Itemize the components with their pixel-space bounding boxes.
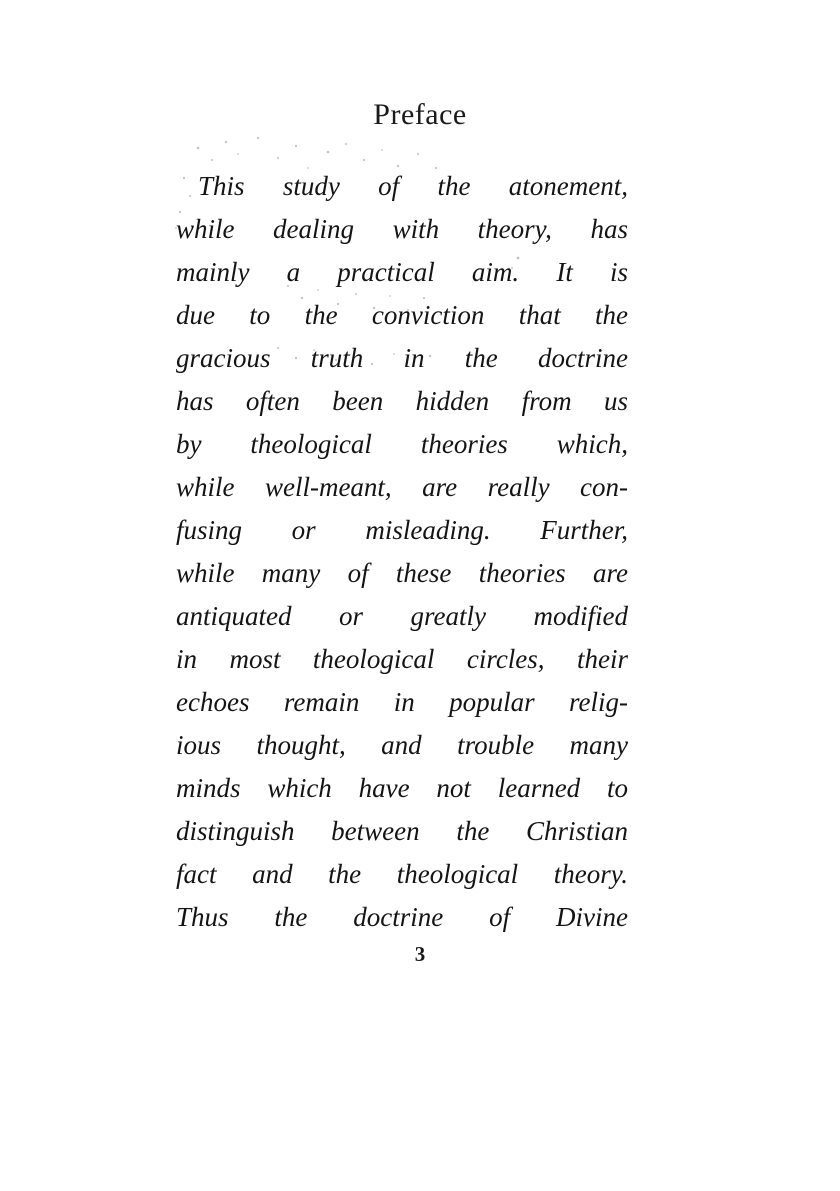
text-line: in most theological circles, their — [176, 644, 628, 674]
text-line: while dealing with theory, has — [176, 214, 628, 244]
text-line: antiquated or greatly modified — [176, 601, 628, 631]
page-number: 3 — [414, 942, 426, 966]
text-line: echoes remain in popular relig- — [176, 687, 628, 717]
text-line: distinguish between the Christian — [176, 816, 628, 846]
text-line: gracious truth in the doctrine — [176, 343, 628, 373]
body-text — [176, 165, 628, 939]
text-line: while well-meant, are really con- — [176, 472, 628, 502]
text-line: due to the conviction that the — [176, 300, 628, 330]
text-line: minds which have not learned to — [176, 773, 628, 803]
text-line: ious thought, and trouble many — [176, 730, 628, 760]
text-line: fact and the theological theory. — [176, 859, 628, 889]
text-line: Thus the doctrine of Divine — [176, 902, 628, 932]
text-line: has often been hidden from us — [176, 386, 628, 416]
text-line: by theological theories which, — [176, 429, 628, 459]
text-line: while many of these theories are — [176, 558, 628, 588]
text-line: This study of the atonement, — [198, 171, 628, 201]
text-line: fusing or misleading. Further, — [176, 515, 628, 545]
text-line: mainly a practical aim. It is — [176, 257, 628, 287]
page-heading: Preface — [373, 98, 467, 131]
